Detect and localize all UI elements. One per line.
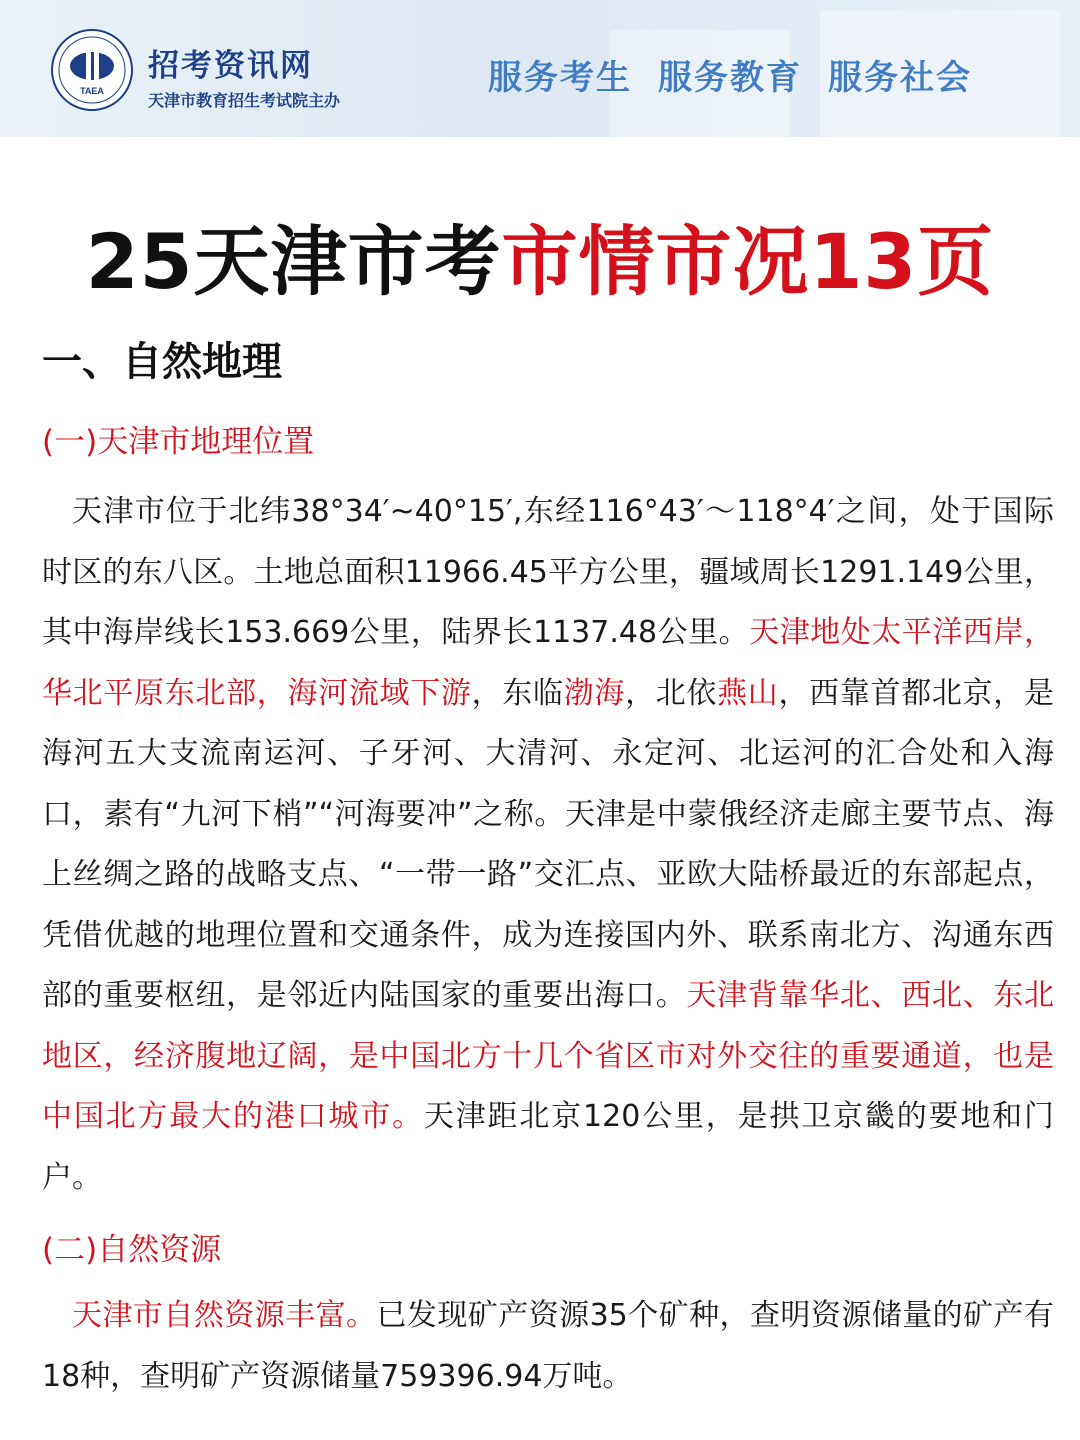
page-title bbox=[0, 217, 1080, 306]
text-run: 天津距北京120公里，是拱卫京畿的要地和门户。 bbox=[42, 1099, 1055, 1195]
slogan-item: 服务教育 bbox=[658, 58, 802, 98]
text-run: 天津市位于北纬38°34′~40°15′,东经116°43′～118°4′之间，处于国际时区的东八区。土地总面积11966.45平方公里，疆域周长1291.149公里，其中海岸线长153.669公里，陆界长1137.48公里。 bbox=[42, 494, 1054, 650]
text-run: ，西靠首都北京，是海河五大支流南运河、子牙河、大清河、永定河、北运河的汇合处和入海口，素有“九河下梢”“河海要冲”之称。天津是中蒙俄经济走廊主要节点、海上丝绸之路的战略支点、“一带一路”交汇点、亚欧大陆桥最近的东部起点，凭借优越的地理位置和交通条件，成为连接国内外、联系南北方、沟通东西部的重要枢纽，是邻近内陆国家的重要出海口。 bbox=[42, 675, 1054, 1013]
text-run: ，东临 bbox=[471, 675, 564, 711]
subsection-heading-resources: (二)自然资源 bbox=[42, 1232, 222, 1268]
slogan-item: 服务考生 bbox=[488, 58, 632, 98]
taea-logo-icon bbox=[50, 28, 134, 112]
text-run: 已发现矿产资源35个矿种，查明资源储量的矿产有18种，查明矿产资源储量759396.94万吨。 bbox=[42, 1298, 1054, 1394]
logo-text: TAEA bbox=[80, 86, 104, 96]
title-black-part: 25天津市考 bbox=[85, 217, 502, 306]
highlight-run: 天津地处太平洋西岸，华北平原东北部，海河流域下游 bbox=[42, 615, 1054, 711]
header-banner bbox=[0, 0, 1080, 137]
brand-name: 招考资讯网 bbox=[148, 48, 313, 84]
section-heading: 一、自然地理 bbox=[42, 339, 282, 385]
text-run: ，北依 bbox=[625, 675, 718, 711]
highlight-run: 天津背靠华北、西北、东北地区，经济腹地辽阔，是中国北方十几个省区市对外交往的重要通道，也是中国北方最大的港口城市。 bbox=[42, 978, 1054, 1134]
brand-subtitle: 天津市教育招生考试院主办 bbox=[148, 91, 341, 110]
header-slogans bbox=[488, 50, 998, 99]
paragraph-location bbox=[42, 482, 1054, 1208]
highlight-run: 燕山 bbox=[717, 675, 779, 711]
title-red-part: 市情市况13页 bbox=[501, 217, 995, 306]
paragraph-resources bbox=[42, 1286, 1054, 1407]
highlight-run: 天津市自然资源丰富。 bbox=[72, 1298, 377, 1333]
slogan-item: 服务社会 bbox=[828, 58, 972, 98]
highlight-run: 渤海 bbox=[563, 675, 626, 711]
subsection-heading-location: (一)天津市地理位置 bbox=[42, 424, 315, 460]
